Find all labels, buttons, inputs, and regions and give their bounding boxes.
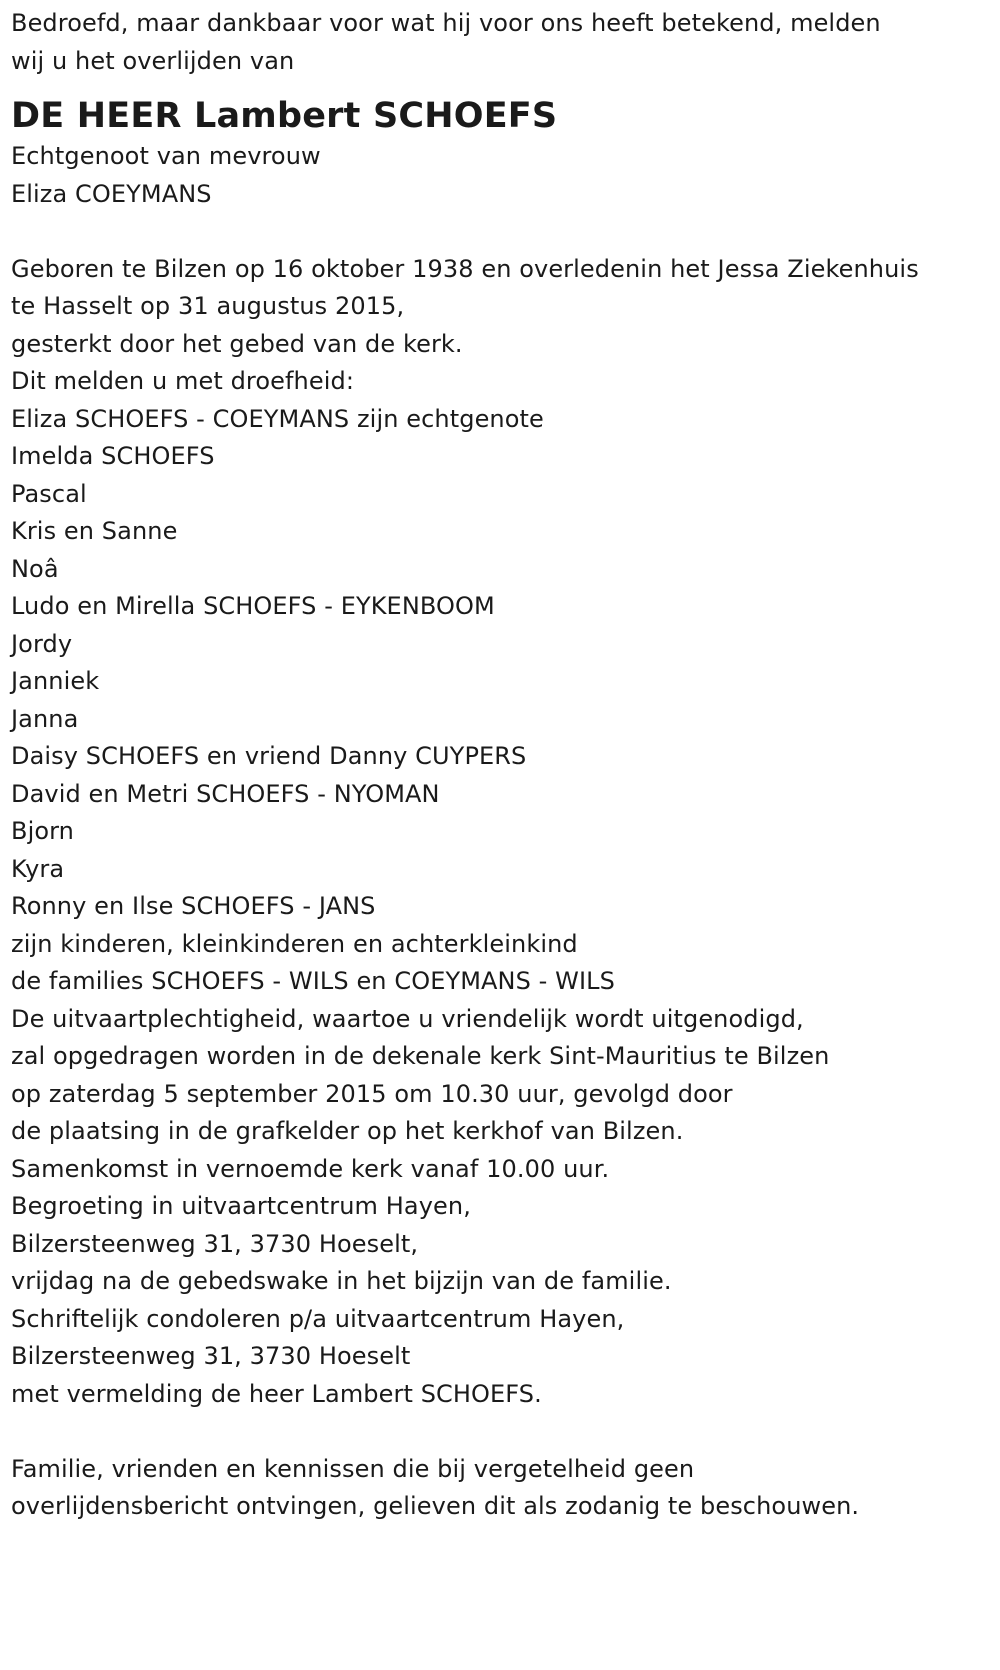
funeral-info-line: Samenkomst in vernoemde kerk vanaf 10.00 uur. [11, 1154, 610, 1183]
condolence-line: Schriftelijk condoleren p/a uitvaartcentrum Hayen, [11, 1304, 625, 1333]
body-line: Geboren te Bilzen op 16 oktober 1938 en overledenin het Jessa Ziekenhuis [11, 254, 919, 283]
intro-line-1: Bedroefd, maar dankbaar voor wat hij voor ons heeft betekend, melden [11, 9, 881, 37]
spacer [11, 213, 996, 251]
funeral-info-line: Begroeting in uitvaartcentrum Hayen, [11, 1192, 471, 1220]
spouse-line-2: Eliza COEYMANS [11, 179, 212, 208]
family-member-line: Jordy [11, 629, 73, 658]
obituary-notice [11, 5, 996, 1526]
family-member-line: Pascal [11, 479, 87, 508]
condolence-line: met vermelding de heer Lambert SCHOEFS. [11, 1379, 542, 1408]
funeral-info-line: op zaterdag 5 september 2015 om 10.30 uur, gevolgd door [11, 1079, 733, 1108]
deceased-name-title: DE HEER Lambert SCHOEFS [11, 96, 558, 136]
funeral-info-line: de plaatsing in de grafkelder op het kerkhof van Bilzen. [11, 1117, 684, 1145]
family-member-line: Kris en Sanne [11, 517, 178, 545]
funeral-info-line: vrijdag na de gebedswake in het bijzijn van de familie. [11, 1267, 672, 1295]
family-member-line: Eliza SCHOEFS - COEYMANS zijn echtgenote [11, 404, 544, 433]
funeral-info-line: Bilzersteenweg 31, 3730 Hoeselt, [11, 1229, 419, 1258]
body-line: Dit melden u met droefheid: [11, 367, 355, 395]
body-line: de families SCHOEFS - WILS en COEYMANS - WILS [11, 967, 615, 995]
family-member-line: Bjorn [11, 817, 74, 845]
family-member-line: David en Metri SCHOEFS - NYOMAN [11, 779, 440, 808]
closing-line-1: Familie, vrienden en kennissen die bij vergetelheid geen [11, 1454, 695, 1483]
intro-line-2: wij u het overlijden van [11, 46, 295, 75]
family-member-line: Ronny en Ilse SCHOEFS - JANS [11, 892, 376, 920]
body-line: zijn kinderen, kleinkinderen en achterkleinkind [11, 929, 578, 958]
body-line: gesterkt door het gebed van de kerk. [11, 329, 463, 358]
body-line: te Hasselt op 31 augustus 2015, [11, 292, 405, 320]
family-member-line: Janna [11, 704, 79, 733]
family-member-line: Kyra [11, 854, 65, 883]
closing-line-2: overlijdensbericht ontvingen, gelieven dit als zodanig te beschouwen. [11, 1492, 860, 1520]
spacer [11, 1413, 996, 1451]
family-member-line: Noâ [11, 554, 59, 583]
condolence-line: Bilzersteenweg 31, 3730 Hoeselt [11, 1342, 411, 1370]
family-member-line: Imelda SCHOEFS [11, 442, 215, 470]
family-member-line: Ludo en Mirella SCHOEFS - EYKENBOOM [11, 592, 495, 620]
spouse-line-1: Echtgenoot van mevrouw [11, 142, 321, 170]
family-member-line: Daisy SCHOEFS en vriend Danny CUYPERS [11, 742, 527, 770]
funeral-info-line: De uitvaartplechtigheid, waartoe u vriendelijk wordt uitgenodigd, [11, 1004, 804, 1033]
funeral-info-line: zal opgedragen worden in de dekenale kerk Sint-Mauritius te Bilzen [11, 1042, 830, 1070]
family-member-line: Janniek [11, 667, 100, 695]
